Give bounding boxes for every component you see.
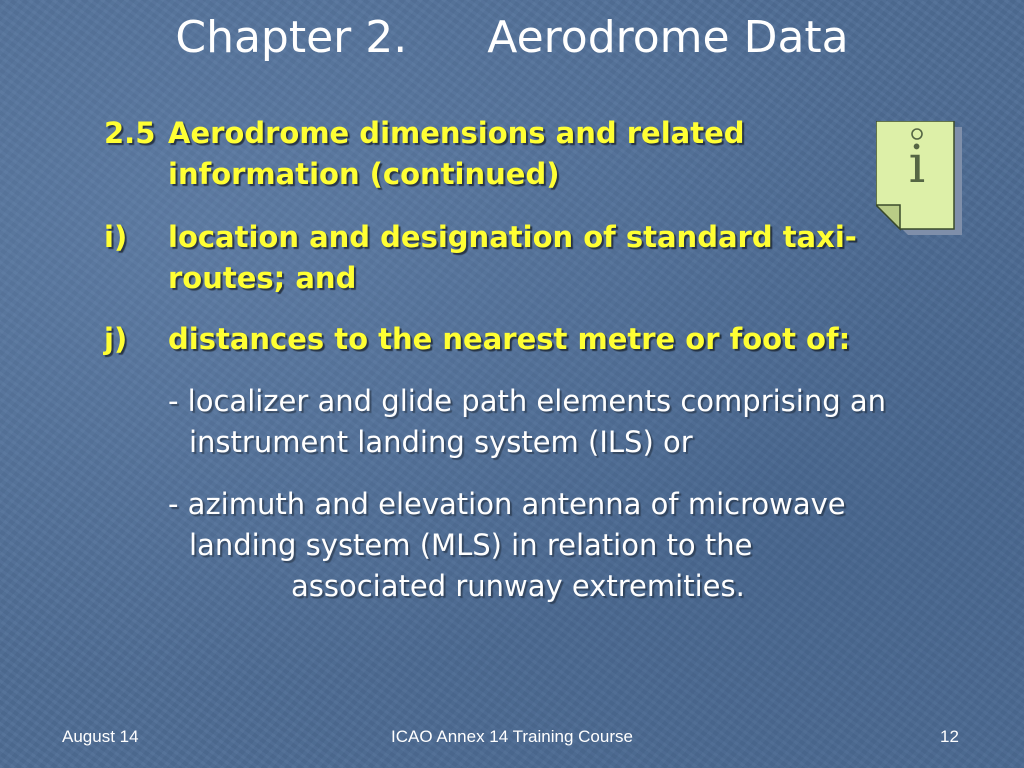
- section-number: 2.5: [104, 116, 156, 150]
- subitem-mls-line1: - azimuth and elevation antenna of microwave: [168, 487, 846, 521]
- info-note-icon: [876, 121, 962, 235]
- item-i-line2: routes; and: [168, 261, 357, 295]
- item-i-line1: location and designation of standard taxi-: [168, 220, 857, 254]
- subitem-ils-line2: instrument landing system (ILS) or: [189, 425, 693, 459]
- footer-page-number: 12: [940, 727, 959, 746]
- info-glyph: i: [908, 135, 926, 195]
- item-j-line1: distances to the nearest metre or foot of:: [168, 322, 851, 356]
- subitem-mls-line2: landing system (MLS) in relation to the: [189, 528, 753, 562]
- subitem-mls-line3: associated runway extremities.: [291, 569, 745, 603]
- footer-date: August 14: [62, 727, 139, 746]
- section-heading-line1: Aerodrome dimensions and related: [168, 116, 745, 150]
- item-marker-i: i): [104, 220, 128, 254]
- slide-title: [0, 12, 1024, 63]
- item-marker-j: j): [104, 322, 128, 356]
- subitem-ils-line1: - localizer and glide path elements comprising an: [168, 384, 886, 418]
- title-chapter: Chapter 2.: [175, 12, 408, 63]
- footer-course: ICAO Annex 14 Training Course: [391, 727, 633, 746]
- section-heading-line2: information (continued): [168, 157, 560, 191]
- title-topic: Aerodrome Data: [487, 12, 849, 63]
